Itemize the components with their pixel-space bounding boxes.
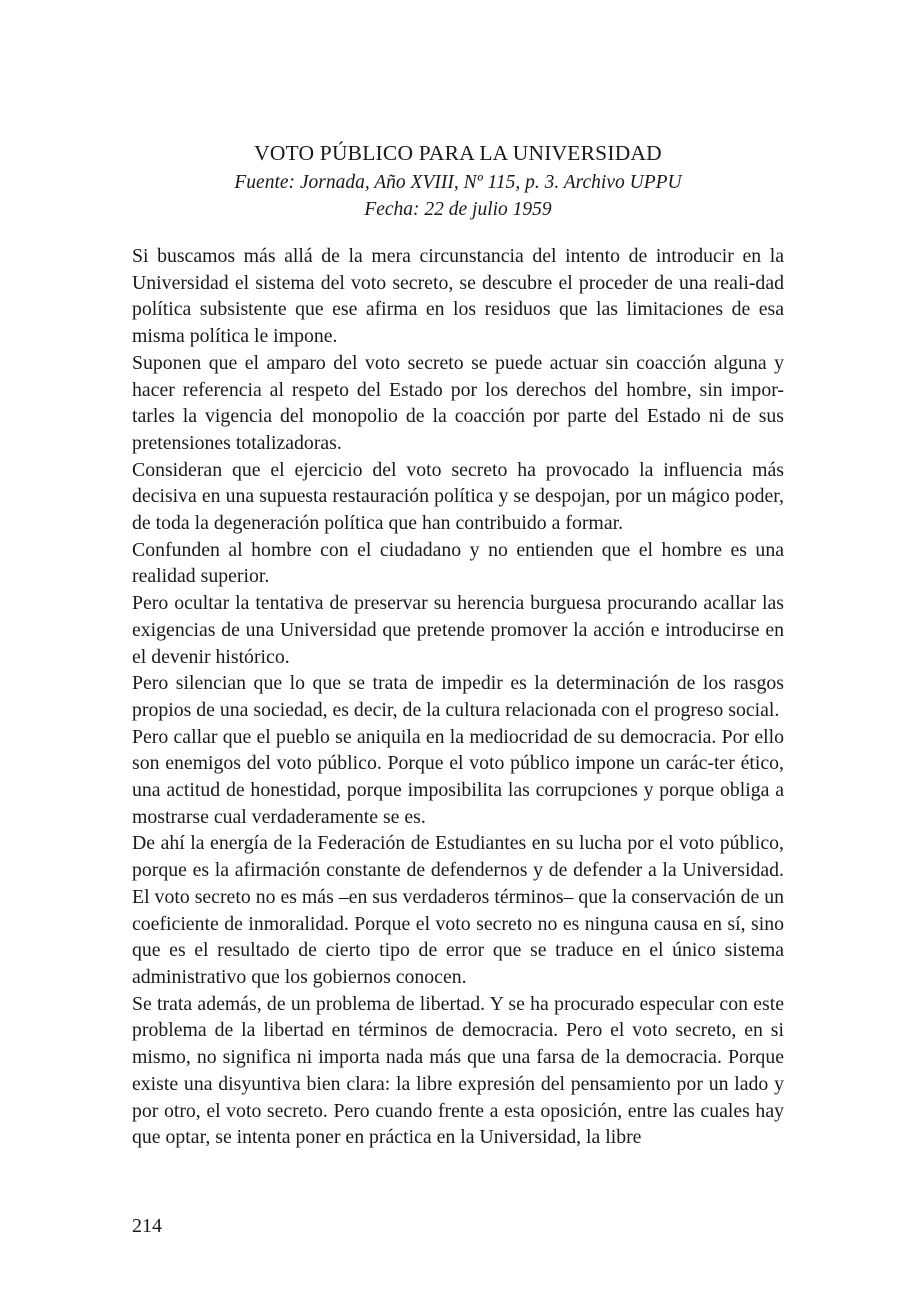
paragraph: Confunden al hombre con el ciudadano y no entienden que el hombre es una realidad superior. — [132, 538, 784, 588]
body-text — [132, 243, 784, 1151]
publication-date: Fecha: 22 de julio 1959 — [364, 199, 552, 220]
paragraph: Pero ocultar la tentativa de preservar su herencia burguesa procurando acallar las exigencias de una Universidad que pretende promover la acción e introducirse en el devenir histórico. — [132, 592, 784, 668]
paragraph: Si buscamos más allá de la mera circunstancia del intento de introducir en la Universidad el sistema del voto secreto, se descubre el proceder de una reali-dad política subsistente que ese afirma en los residuos que las limitaciones de esa misma política le impone. — [132, 245, 784, 348]
paragraph: Consideran que el ejercicio del voto secreto ha provocado la influencia más decisiva en una supuesta restauración política y se despojan, por un mágico poder, de toda la degeneración política que han contribuido a formar. — [132, 458, 784, 535]
paragraph: Pero silencian que lo que se trata de impedir es la determinación de los rasgos propios de una sociedad, es decir, de la cultura relacionada con el progreso social. — [132, 672, 784, 721]
paragraph: Suponen que el amparo del voto secreto se puede actuar sin coacción alguna y hacer referencia al respeto del Estado por los derechos del hombre, sin impor-tarles la vigencia del monopolio de la coacción por parte del Estado ni de sus pretensiones totalizadoras. — [132, 351, 784, 454]
paragraph: De ahí la energía de la Federación de Estudiantes en su lucha por el voto público, porque es la afirmación constante de defendernos y de defender a la Universidad. El voto secreto no es más –en sus verdaderos términos– que la conservación de un coeficiente de inmoralidad. Porque el voto secreto no es ninguna causa en sí, sino que es el resultado de cierto tipo de error que se traduce en el único sistema administrativo que los gobiernos conocen. — [132, 832, 784, 988]
paragraph: Pero callar que el pueblo se aniquila en la mediocridad de su democracia. Por ello son enemigos del voto público. Porque el voto público impone un carác-ter ético, una actitud de honestidad, porque imposibilita las corrupciones y porque obliga a mostrarse cual verdaderamente se es. — [132, 725, 784, 828]
paragraph: Se trata además, de un problema de libertad. Y se ha procurado especular con este problema de la libertad en términos de democracia. Pero el voto secreto, en si mismo, no significa ni importa nada más que una farsa de la democracia. Porque existe una disyuntiva bien clara: la libre expresión del pensamiento por un lado y por otro, el voto secreto. Pero cuando frente a esta oposición, entre las cuales hay que optar, se intenta poner en práctica en la Universidad, la libre — [132, 992, 784, 1149]
document-title: VOTO PÚBLICO PARA LA UNIVERSIDAD — [254, 141, 662, 165]
source-citation: Fuente: Jornada, Año XVIII, Nº 115, p. 3. Archivo UPPU — [234, 172, 682, 193]
page-number: 214 — [132, 1215, 162, 1237]
document-header — [0, 138, 916, 223]
